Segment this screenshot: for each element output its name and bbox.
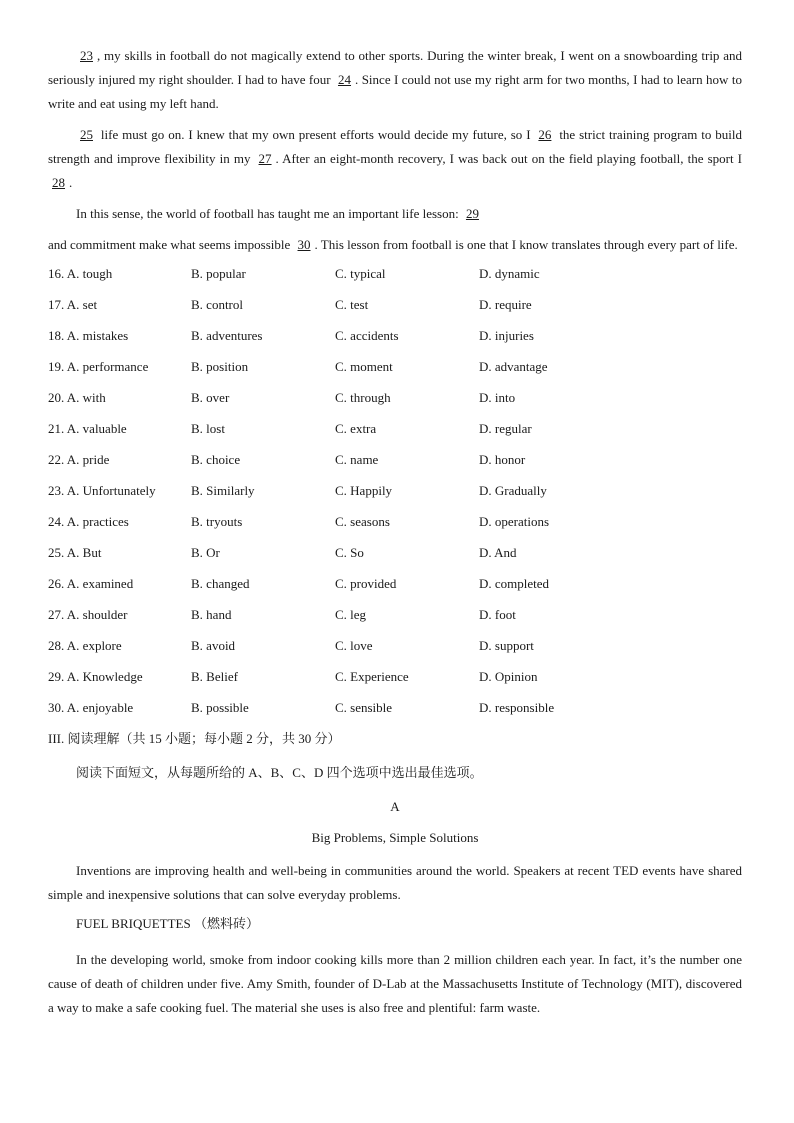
option-a: 17. A. set (48, 297, 98, 312)
question-row (48, 636, 742, 667)
option-b: B. possible (191, 700, 249, 715)
option-d: D. Gradually (479, 483, 547, 498)
option-b: B. popular (191, 266, 246, 281)
option-a: 25. A. But (48, 545, 102, 560)
question-row (48, 543, 742, 574)
option-b: B. tryouts (191, 514, 243, 529)
question-row (48, 481, 742, 512)
option-d: D. completed (479, 576, 550, 591)
cloze-text: and commitment make what seems impossible (48, 237, 294, 252)
blank-28: 28 (52, 175, 65, 190)
question-row (48, 264, 742, 295)
option-c: C. Happily (335, 483, 393, 498)
option-d: D. support (479, 638, 534, 653)
blank-25: 25 (80, 127, 93, 142)
option-a: 18. A. mistakes (48, 328, 129, 343)
blank-29: 29 (465, 206, 479, 221)
option-d: D. And (479, 545, 517, 560)
option-c: C. seasons (335, 514, 390, 529)
option-b: B. adventures (191, 328, 263, 343)
passage-letter: A (390, 799, 400, 814)
option-d: D. regular (479, 421, 532, 436)
reading-paragraph: Inventions are improving health and well-being in communities around the world. Speakers at recent TED events have shared simple and inexpensive solutions that can solve everyday problems. (48, 863, 742, 902)
cloze-text: the strict training program to build strength and improve flexibility in my (48, 127, 742, 166)
option-c: C. provided (335, 576, 397, 591)
question-list (48, 264, 742, 729)
option-a: 19. A. performance (48, 359, 149, 374)
option-b: B. Similarly (191, 483, 255, 498)
option-c: C. test (335, 297, 369, 312)
blank-26: 26 (538, 127, 552, 142)
cloze-paragraph-4 (48, 233, 742, 257)
question-row (48, 419, 742, 450)
option-b: B. control (191, 297, 243, 312)
section-heading: III. 阅读理解（共 15 小题；每小题 2 分，共 30 分） (48, 731, 341, 746)
option-c: C. love (335, 638, 373, 653)
cloze-text: , my skills in football do not magically extend to other sports. During the winter break, I went on a snowboarding trip and seriously injured my right shoulder. I had to have four (48, 48, 742, 87)
question-row (48, 357, 742, 388)
option-a: 16. A. tough (48, 266, 113, 281)
option-d: D. responsible (479, 700, 555, 715)
blank-27: 27 (258, 151, 272, 166)
blank-30: 30 (297, 237, 311, 252)
option-b: B. hand (191, 607, 232, 622)
option-b: B. Or (191, 545, 220, 560)
question-row (48, 698, 742, 729)
question-row (48, 326, 742, 357)
option-d: D. dynamic (479, 266, 540, 281)
option-d: D. require (479, 297, 532, 312)
cloze-paragraph-3 (48, 202, 742, 226)
reading-subheading: FUEL BRIQUETTES （燃料砖） (76, 916, 259, 931)
cloze-text: . Since I could not use my right arm for two months, I had to learn how to write and eat using my left hand. (48, 72, 742, 111)
cloze-paragraph-2 (48, 123, 742, 195)
cloze-text: In this sense, the world of football has taught me an important life lesson: (76, 206, 462, 221)
option-c: C. sensible (335, 700, 393, 715)
question-row (48, 667, 742, 698)
cloze-paragraph-1 (48, 44, 742, 116)
option-d: D. into (479, 390, 516, 405)
option-b: B. Belief (191, 669, 238, 684)
option-d: D. injuries (479, 328, 534, 343)
option-d: D. operations (479, 514, 550, 529)
option-b: B. over (191, 390, 230, 405)
option-a: 21. A. valuable (48, 421, 127, 436)
exam-page (48, 44, 742, 1027)
option-b: B. choice (191, 452, 241, 467)
option-c: C. extra (335, 421, 377, 436)
reading-paragraph: In the developing world, smoke from indoor cooking kills more than 2 million children each year. In fact, it’s the number one cause of death of children under five. Amy Smith, founder of D-Lab at the Massachusetts Institute of Technology (MIT), discovered a way to make a safe cooking fuel. The material she uses is also free and plentiful: farm waste. (48, 952, 742, 1015)
option-c: C. name (335, 452, 379, 467)
option-a: 28. A. explore (48, 638, 122, 653)
option-c: C. So (335, 545, 364, 560)
option-b: B. changed (191, 576, 250, 591)
option-a: 24. A. practices (48, 514, 129, 529)
option-a: 30. A. enjoyable (48, 700, 134, 715)
question-row (48, 605, 742, 636)
passage-title: Big Problems, Simple Solutions (311, 830, 479, 845)
option-c: C. through (335, 390, 391, 405)
option-d: D. Opinion (479, 669, 538, 684)
cloze-text: . (69, 175, 73, 190)
option-b: B. avoid (191, 638, 236, 653)
cloze-text: . After an eight-month recovery, I was back out on the field playing football, the sport I (275, 151, 743, 166)
question-row (48, 388, 742, 419)
option-a: 20. A. with (48, 390, 106, 405)
section-instruction: 阅读下面短文，从每题所给的 A、B、C、D 四个选项中选出最佳选项。 (76, 765, 483, 780)
option-d: D. foot (479, 607, 516, 622)
option-d: D. honor (479, 452, 526, 467)
option-c: C. Experience (335, 669, 409, 684)
question-row (48, 512, 742, 543)
option-a: 27. A. shoulder (48, 607, 128, 622)
cloze-text: life must go on. I knew that my own present efforts would decide my future, so I (97, 127, 535, 142)
question-row (48, 574, 742, 605)
question-row (48, 295, 742, 326)
option-a: 29. A. Knowledge (48, 669, 143, 684)
option-c: C. typical (335, 266, 386, 281)
option-c: C. accidents (335, 328, 399, 343)
cloze-text: . This lesson from football is one that I know translates through every part of life. (314, 237, 738, 252)
option-c: C. leg (335, 607, 367, 622)
option-d: D. advantage (479, 359, 548, 374)
option-c: C. moment (335, 359, 393, 374)
option-a: 26. A. examined (48, 576, 134, 591)
blank-24: 24 (338, 72, 352, 87)
option-a: 22. A. pride (48, 452, 110, 467)
question-row (48, 450, 742, 481)
option-a: 23. A. Unfortunately (48, 483, 156, 498)
option-b: B. position (191, 359, 249, 374)
option-b: B. lost (191, 421, 225, 436)
blank-23: 23 (80, 48, 93, 63)
